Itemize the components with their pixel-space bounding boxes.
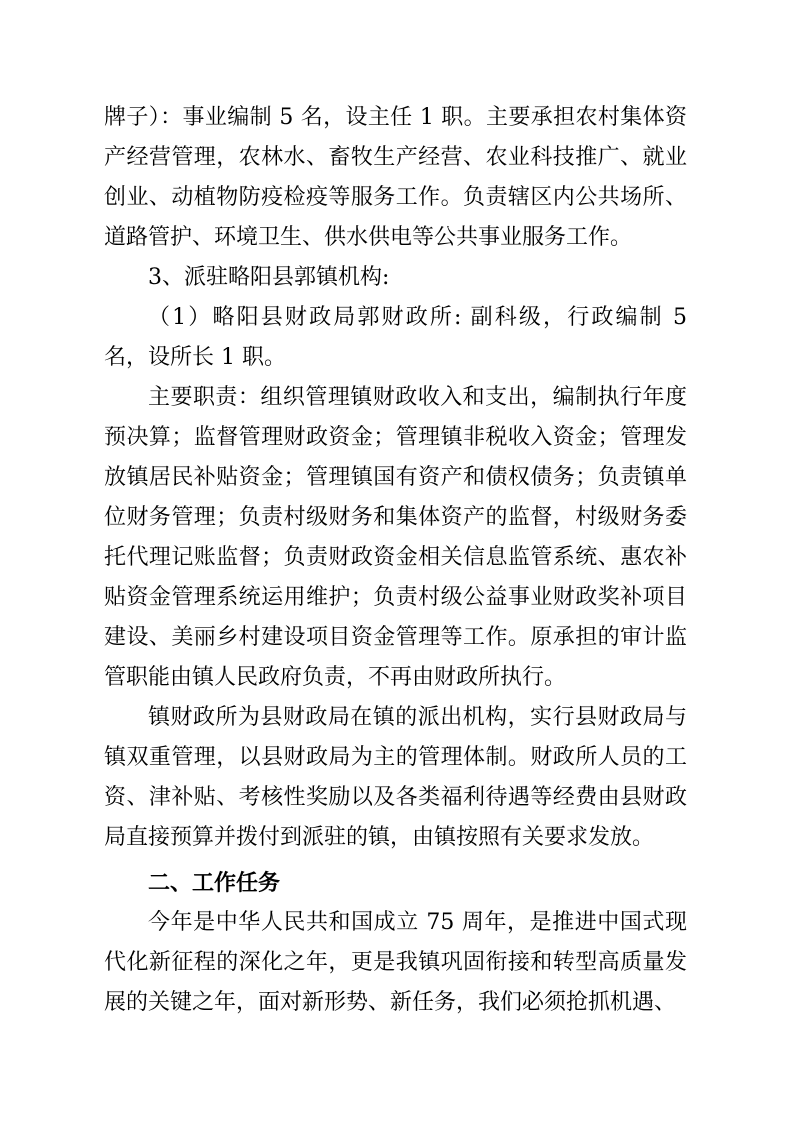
paragraph-section3-title: 3、派驻略阳县郭镇机构: bbox=[148, 265, 390, 290]
paragraph-anniversary-outlook: 今年是中华人民共和国成立 75 周年，是推进中国式现代化新征程的深化之年，更是我镇巩固衔接和转型高质量发展的关键之年，面对新形势、新任务，我们必须抢抓机遇、 bbox=[104, 910, 687, 1015]
paragraph-finance-office-setup: （1）略阳县财政局郭财政所: 副科级，行政编制 5 名，设所长 1 职。 bbox=[104, 305, 687, 370]
document-body bbox=[104, 98, 687, 1023]
section-heading-work-tasks: 二、工作任务 bbox=[148, 870, 281, 896]
paragraph-main-duties: 主要职责：组织管理镇财政收入和支出，编制执行年度预决算；监督管理财政资金；管理镇非税收入资金；管理发放镇居民补贴资金；管理镇国有资产和债权债务；负责镇单位财务管理；负责村级财务和集体资产的监督，村级财务委托代理记账监督；负责财政资金相关信息监管系统、惠农补贴资金管理系统运用维护；负责村级公益事业财政奖补项目建设、美丽乡村建设项目资金管理等工作。原承担的审计监管职能由镇人民政府负责，不再由财政所执行。 bbox=[104, 385, 687, 690]
paragraph-continuation-services: 牌子）：事业编制 5 名，设主任 1 职。主要承担农村集体资产经营管理，农林水、畜牧生产经营、农业科技推广、就业创业、动植物防疫检疫等服务工作。负责辖区内公共场所、道路管护、环境卫生、供水供电等公共事业服务工作。 bbox=[104, 105, 687, 250]
paragraph-dual-management: 镇财政所为县财政局在镇的派出机构，实行县财政局与镇双重管理，以县财政局为主的管理体制。财政所人员的工资、津补贴、考核性奖励以及各类福利待遇等经费由县财政局直接预算并拨付到派驻的镇，由镇按照有关要求发放。 bbox=[104, 705, 687, 850]
